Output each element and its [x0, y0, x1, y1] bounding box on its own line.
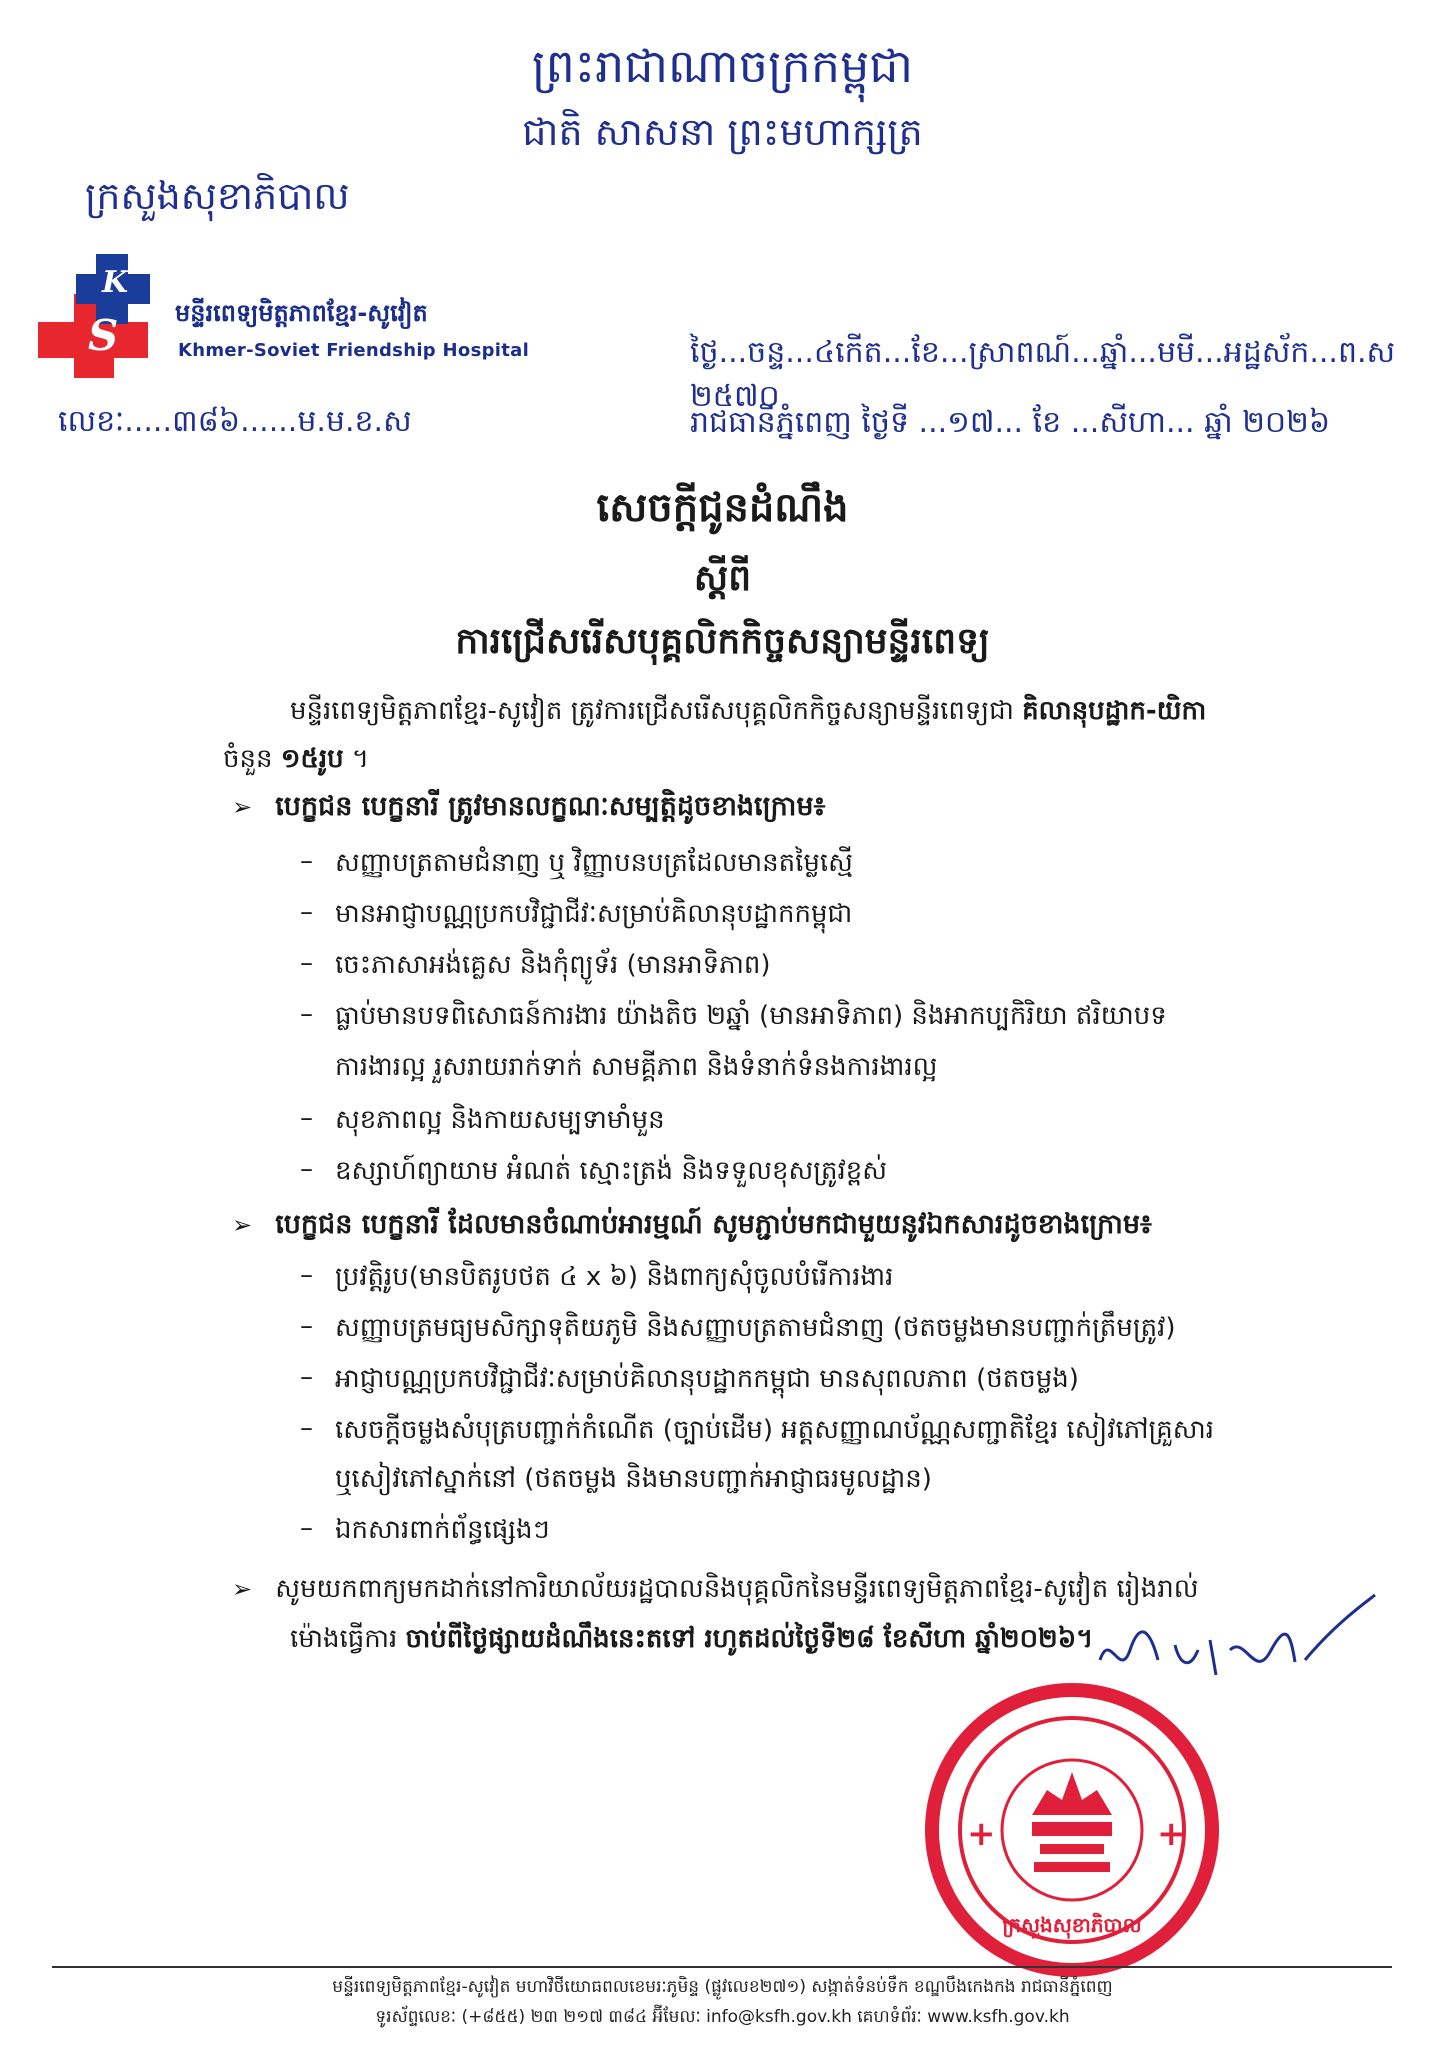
notice-subject-label: ស្តីពី — [693, 558, 752, 599]
section2-item: សេចក្តីចម្លងសំបុត្របញ្ជាក់កំណើត (ច្បាប់ដើម) អត្តសញ្ញាណប័ណ្ណសញ្ជាតិខ្មែរ សៀវភៅគ្រួសារ — [335, 1415, 1215, 1445]
svg-text:S: S — [88, 311, 119, 360]
official-seal-icon — [922, 1680, 1222, 1980]
arrow-bullet-icon: ➢ — [232, 1211, 253, 1239]
section2-item: ឯកសារពាក់ព័ន្ធផ្សេងៗ — [335, 1515, 550, 1545]
reference-suffix: ម.ម.ខ.ស — [297, 404, 412, 439]
arrow-bullet-icon: ➢ — [232, 1575, 253, 1603]
section1-item: ចេះភាសាអង់គ្លេស និងកុំព្យូទ័រ (មានអាទិភាព) — [335, 950, 771, 980]
ministry-name: ក្រសួងសុខាភិបាល — [85, 174, 350, 218]
intro-paragraph — [290, 694, 1290, 732]
count-prefix: ចំនួន — [223, 744, 273, 774]
stamp-label: ក្រសួងសុខាភិបាល — [1002, 1913, 1142, 1937]
arrow-bullet-icon: ➢ — [232, 793, 253, 821]
section2-item: ប្រវត្តិរូប(មានបិតរូបថត ៤ x ៦) និងពាក្យសុំចូលបំរើការងារ — [335, 1262, 894, 1292]
dash-bullet-icon: – — [300, 1362, 313, 1392]
section1-heading-row — [232, 790, 825, 829]
section1-item: ឧស្សាហ៍ព្យាយាម អំណត់ ស្មោះត្រង់ និងទទួលខុសត្រូវខ្ពស់ — [335, 1156, 888, 1186]
dash-bullet-icon: – — [300, 1154, 313, 1184]
footer-divider — [52, 1966, 1392, 1968]
notice-title: សេចក្តីជូនដំណឹង — [596, 485, 849, 531]
section2-heading-row — [232, 1208, 1152, 1247]
hospital-logo-icon — [36, 252, 166, 380]
section2-heading: បេក្ខជន បេក្ខនារី ដែលមានចំណាប់អារម្មណ៍ សូមភ្ជាប់មកជាមួយនូវឯកសារដូចខាងក្រោម៖ — [275, 1209, 1152, 1240]
count-suffix: ។ — [351, 744, 370, 774]
reference-prefix: លេខៈ — [58, 404, 125, 439]
section2-item: អាជ្ញាបណ្ណប្រកបវិជ្ជាជីវៈសម្រាប់គិលានុបដ្ឋាកកម្ពុជា មានសុពលភាព (ថតចម្លង) — [335, 1364, 1079, 1394]
svg-text:K: K — [102, 265, 129, 300]
city-date: រាជធានីភ្នំពេញ ថ្ងៃទី ...១៧... ខែ ...សីហា... ឆ្នាំ ២០២៦ — [690, 405, 1331, 440]
dash-bullet-icon: – — [300, 1513, 313, 1543]
dash-bullet-icon: – — [300, 897, 313, 927]
dash-bullet-icon: – — [300, 948, 313, 978]
section1-item: ធ្លាប់មានបទពិសោធន៍ការងារ យ៉ាងតិច ២ឆ្នាំ (មានអាទិភាព) និងអាកប្បកិរិយា ឥរិយាបទ — [335, 1001, 1167, 1031]
footer-address: មន្ទីរពេទ្យមិត្តភាពខ្មែរ-សូវៀត មហាវិថីយោធពលខេមរៈភូមិន្ទ (ផ្លូវលេខ២៧១) សង្កាត់ទំនប់ទឹក ខណ្ឌបឹងកេងកង រាជធានីភ្នំពេញ — [332, 1977, 1113, 1997]
section1-heading: បេក្ខជន បេក្ខនារី ត្រូវមានលក្ខណៈសម្បត្តិដូចខាងក្រោម៖ — [275, 791, 826, 822]
intro-position: គិលានុបដ្ឋាក-យិកា — [1022, 696, 1207, 726]
dash-bullet-icon: – — [300, 1103, 313, 1133]
section1-item: មានអាជ្ញាបណ្ណប្រកបវិជ្ជាជីវៈសម្រាប់គិលានុបដ្ឋាកកម្ពុជា — [335, 899, 853, 929]
intro-text: មន្ទីរពេទ្យមិត្តភាពខ្មែរ-សូវៀត ត្រូវការជ្រើសរើសបុគ្គលិកកិច្ចសន្យាមន្ទីរពេទ្យជា — [290, 696, 1014, 726]
reference-number: លេខៈ.....៣៨៦......ម.ម.ខ.ស — [58, 404, 412, 439]
notice-subject: ការជ្រើសរើសបុគ្គលិកកិច្ចសន្យាមន្ទីរពេទ្យ — [455, 621, 990, 662]
hospital-name-kh: មន្ទីរពេទ្យមិត្តភាពខ្មែរ-សូវៀត — [175, 299, 428, 327]
section2-item: ឬសៀវភៅស្នាក់នៅ (ថតចម្លង និងមានបញ្ជាក់អាជ្ញាធរមូលដ្ឋាន) — [335, 1464, 932, 1494]
dash-bullet-icon: – — [300, 1311, 313, 1341]
section1-item: សញ្ញាបត្រតាមជំនាញ ឬ វិញ្ញាបនបត្រដែលមានតម្លៃស្មើ — [335, 848, 853, 878]
dash-bullet-icon: – — [300, 999, 313, 1029]
svg-text:+: + — [1157, 1814, 1186, 1854]
section3-line1: សូមយកពាក្យមកដាក់នៅការិយាល័យរដ្ឋបាលនិងបុគ្គលិកនៃមន្ទីរពេទ្យមិត្តភាពខ្មែរ-សូវៀត រៀងរាល់ — [275, 1574, 1199, 1604]
count-value: ១៥រូប — [280, 744, 344, 774]
section1-item: ការងារល្អ រួសរាយរាក់ទាក់ សាមគ្គីភាព និងទំនាក់ទំនងការងារល្អ — [335, 1052, 938, 1082]
hospital-name-en: Khmer-Soviet Friendship Hospital — [178, 340, 530, 361]
section3-deadline: ចាប់ពីថ្ងៃផ្សាយដំណឹងនេះតទៅ រហូតដល់ថ្ងៃទី២៨ ខែសីហា ឆ្នាំ២០២៦។ — [405, 1624, 1094, 1654]
section3-hours: ម៉ោងធ្វើការ — [290, 1624, 398, 1654]
intro-count — [223, 742, 369, 780]
lunar-date: ថ្ងៃ...ចន្ទ...៤កើត...ខែ...ស្រាពណ៍...ឆ្នាំ...មមី...អដ្ឋស័ក...ព.ស ២៥៧០ — [690, 335, 1396, 414]
dash-bullet-icon: – — [300, 1413, 313, 1443]
footer-contact: ទូរស័ព្ទលេខៈ (+៨៥៥) ២៣ ២១៧ ៣៨៤ អ៊ីមែលៈ info@ksfh.gov.kh គេហទំព័រៈ www.ksfh.gov.kh — [375, 2007, 1070, 2027]
svg-text:+: + — [967, 1814, 996, 1854]
section1-item: សុខភាពល្អ និងកាយសម្បទាមាំមួន — [335, 1105, 665, 1135]
dash-bullet-icon: – — [300, 1260, 313, 1290]
dash-bullet-icon: – — [300, 846, 313, 876]
reference-value: ៣៨៦ — [171, 404, 241, 439]
national-motto: ជាតិ សាសនា ព្រះមហាក្សត្រ — [522, 110, 923, 154]
kingdom-heading: ព្រះរាជាណាចក្រកម្ពុជា — [531, 39, 914, 93]
section3-line1-row — [232, 1572, 1199, 1610]
section3-line2 — [290, 1622, 1093, 1660]
section2-item: សញ្ញាបត្រមធ្យមសិក្សាទុតិយភូមិ និងសញ្ញាបត្រតាមជំនាញ (ថតចម្លងមានបញ្ជាក់ត្រឹមត្រូវ) — [335, 1313, 1176, 1343]
